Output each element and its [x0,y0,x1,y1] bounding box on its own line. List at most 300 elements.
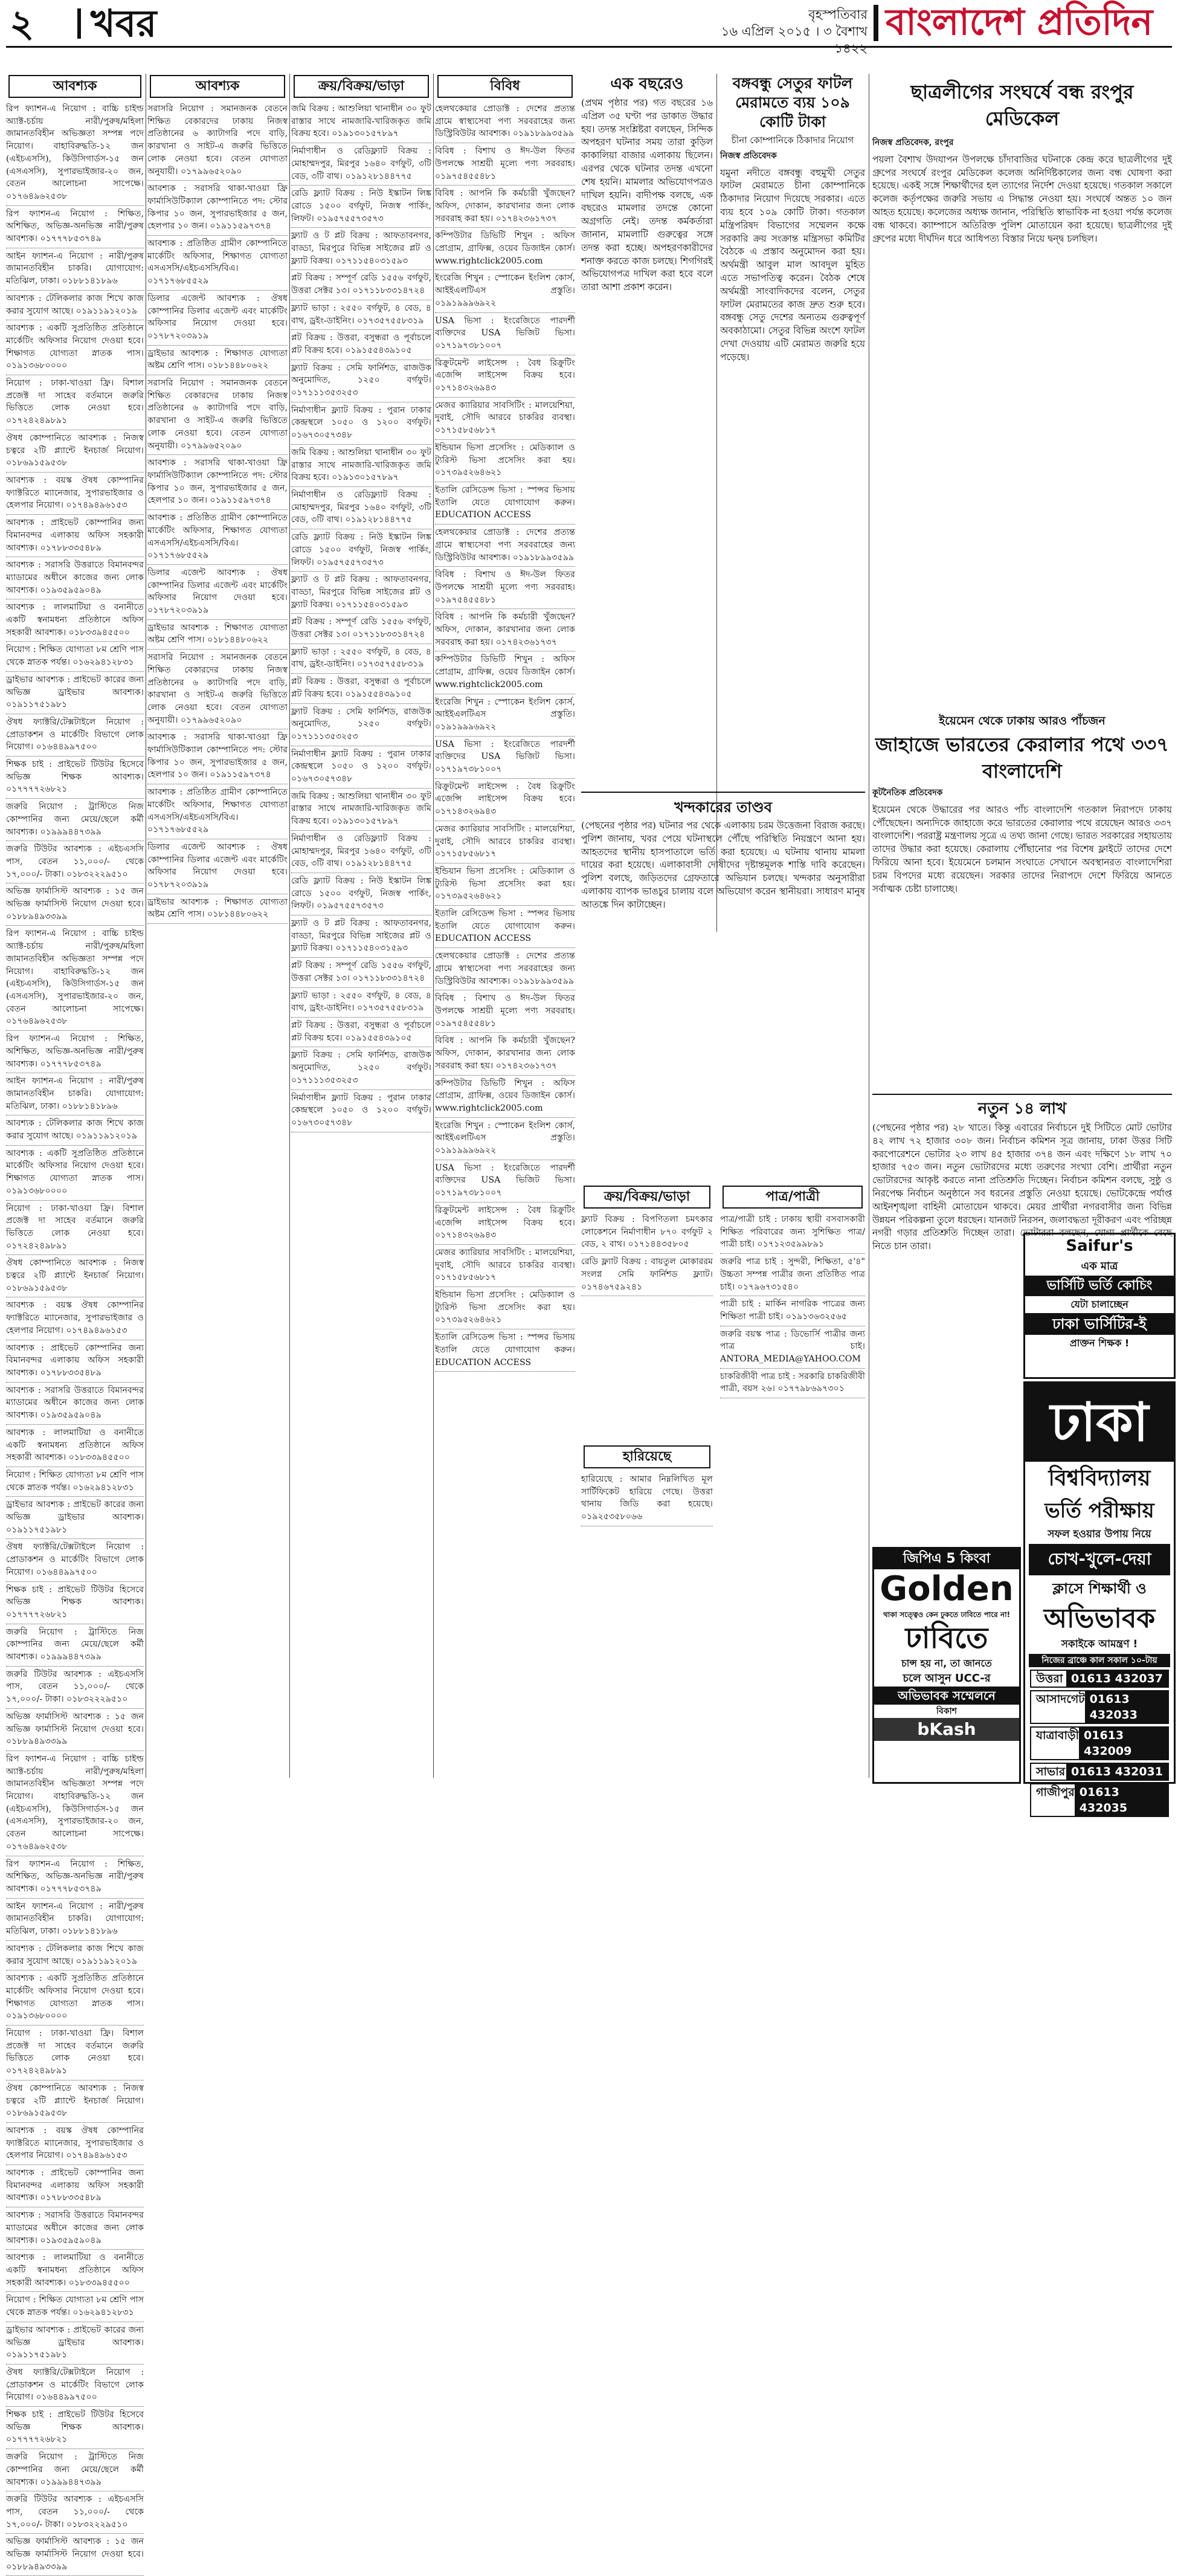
ad-line: Golden [880,1569,1014,1609]
classified-ad: ড্রাইভার আবশ্যক : প্রাইভেট কারের জন্য অভিজ্ঞ ড্রাইভার আবশ্যক। ০১৯১১৭৫১৯৮১ [6,2325,144,2360]
ad-separator [291,329,431,330]
ad-line: চান্স হয় না, তা জানতে [901,1658,992,1669]
classified-ad: আবশ্যক : বয়স্ক ঔষধ কোম্পানির ফ্যাক্টরিতে ম্যানেজার, সুপারভাইজার ও হেলপার নিয়োগ। ০১৭৪৯৪৯৬১৫৩ [6,2125,144,2161]
classified-ad: নিয়োগ : শিক্ষিত যোগ্যতা ৮ম শ্রেণি পাস থেকে স্নাতক পর্যন্ত। ০১৬২৯৪১২৮৩১ [6,1470,144,1493]
classified-ad: রিপ ফ্যাশন-এ নিয়োগ : বাচ্চি চাইল্ড অ্যাক্ট-চর্চায় নারী/পুরুষ/মহিলা জামানতবিহীন অভিজ্ঞতা সম্পন্ন পদে নিয়োগ। বাহাবিরুদ্ধতি-১২ জন (এইচএসসি), কিউসিগার্ডস-১৫ জন (এসএসসি), সুপারভাইজার-২০ জন, বেতন আলোচনা সাপেক্ষে। ০১৭৬৪৯৬২৫৩৮ [6,1754,144,1851]
classified-ad: জমি বিক্রয় : আশুলিয়া থানাধীন ৩০ ফুট রাস্তার সাথে নামজারি-খারিজকৃত জমি বিক্রয় হবে। ০১৯১৩০১৫৭৮৯৭ [291,791,431,827]
classified-ad: প্লট বিক্রয় : উত্তরা, বসুন্ধরা ও পূর্বাচলে প্লট বিক্রয় হবে। ০১৯১৫৫৪৩৯১০৫ [291,677,431,699]
ad-separator [6,2249,144,2250]
classified-ad: প্লট বিক্রয় : সম্পূর্ণ রেডি ১৫৫৬ বর্গফুট, উত্তরা সেক্টর ১৩। ০১৭১১৮৩৩১৪৭২৪ [291,617,431,640]
classified-ad: শিক্ষক চাই : প্রাইভেট টিউটর হিসেবে অভিজ্ঞ শিক্ষক আবশ্যক। ০১৭৭৭৭২৬৮২১ [6,1584,144,1619]
classified-ad: হেলথকেয়ার প্রোডাক্ট : দেশের প্রত্যন্ত গ্রামে স্বাস্থ্যসেবা পণ্য সরবরাহের জন্য ডিস্ট্রিবিউটর আবশ্যক। ০১৯১৮৯৯৩৫৯৯ [435,528,575,563]
classified-ad: আবশ্যক : বয়স্ক ঔষধ কোম্পানির ফ্যাক্টরিতে ম্যানেজার, সুপারভাইজার ও হেলপার নিয়োগ। ০১৭৪৯৪৯৬১৫৩ [6,475,144,511]
article-byline: নিজস্ব প্রতিবেদক, রংপুর [872,138,954,147]
ad-separator [291,788,431,789]
masthead-divider [77,8,81,39]
ad-title: ঢাকা [1025,1383,1174,1462]
classified-section-title: ক্রয়/বিক্রয়/ভাড়া [294,75,429,98]
classified-ad: ইন্ডিয়ান ভিসা প্রসেসিং : মেডিক্যাল ও ট্যুরিস্ট ভিসা প্রসেসিং করা হয়। ০১৭৩৯৫২৬৪৬২১ [435,1290,575,1325]
ad-separator [6,2025,144,2026]
classified-ad: জরুরি টিউটর আবশ্যক : এইচএসসি পাস, বেতন ১১,০০০/- থেকে ১৭,০০০/- টাকা। ০১৮৩২২২৯৫১০ [6,844,144,879]
classified-ad: অভিজ্ঞ ফার্মাসিস্ট আবশ্যক : ১৫ জন অভিজ্ঞ ফার্মাসিস্ট নিয়োগ দেওয়া হবে। ০১৮৮৯৪৯৩৩৯৯ [6,886,144,922]
classified-ad: ড্রাইভার আবশ্যক : প্রাইভেট কারের জন্য অভিজ্ঞ ড্রাইভার আবশ্যক। ০১৯১১৭৫১৯৮১ [6,1500,144,1535]
ad-separator [720,1253,865,1254]
ad-line: প্রাক্তন শিক্ষক ! [1069,1337,1130,1349]
classified-ad: আবশ্যক : প্রতিষ্ঠিত গ্রামীণ কোম্পানিতে মার্কেটিং অফিসার, শিক্ষাগত যোগ্যতা এসএসসি/এইচএসসি/বিএ। ০১৭১৭৬৮৫৫২৯ [147,513,288,561]
classified-column [435,74,575,1778]
article-body: (পেছনের পৃষ্ঠার পর) ২৮ খাতে। কিন্তু এবারের নির্বাচনে দুই সিটিতে মোট ভোটার ৪২ লাখ ৭২ হাজার ৩০৮ জন। নির্বাচন কমিশন সূত্র জানায়, ঢাকা উত্তর সিটি করপোরেশনে ভোটার ২৩ লাখ ৪৫ হাজার ৩৭৪ জন এবং দক্ষিণে ১৮ লাখ ৭০ হাজার ৭৫৩ জন। নতুন ভোটারদের মধ্যে তরুণের সংখ্যা বেশি। প্রার্থীরা নতুন ভোটারদের আকৃষ্ট করতে নানা প্রতিশ্রুতি দিচ্ছেন। নির্বাচন কমিশন বলছে, সুষ্ঠু ও নিরপেক্ষ নির্বাচন অনুষ্ঠানে সব ধরনের প্রস্তুতি নেওয়া হয়েছে। ভোটকেন্দ্রে পর্যাপ্ত আইনশৃঙ্খলা বাহিনী মোতায়েন থাকবে। মেয়র প্রার্থীরা নগরবাসীর জন্য বিভিন্ন উন্নয়ন পরিকল্পনা তুলে ধরছেন। যানজট নিরসন, জলাবদ্ধতা দূরীকরণ এবং পরিচ্ছন্ন নগরী গড়ার প্রতিশ্রুতি দিচ্ছেন তারা। ভোটাররা বলছেন, যোগ্য প্রার্থীকে বেছে নিতে চান তারা। [872,1122,1172,1252]
classified-ad: রিপ ফ্যাশন-এ নিয়োগ : শিক্ষিত, অশিক্ষিত, অভিজ্ঞ-অনভিজ্ঞ নারী/পুরুষ আবশ্যক। ০১৭৭৭৮৫৩৭৪৯ [6,1034,144,1069]
classified-ad: আবশ্যক : লালমাটিয়া ও বনানীতে একটি স্বনামধন্য প্রতিষ্ঠানে অফিস সহকারী আবশ্যক। ০১৮৩৩৯৪৫৫০০ [6,602,144,638]
ad-saifurs [1023,1233,1176,1379]
classified-ad: আবশ্যক : সরাসরি উত্তরাতে বিমানবন্দর ম্যাডামের অধীনে কাজের জন্য লোক আবশ্যক। ০১৯৩৫৯৫৯০৪৯ [6,2210,144,2245]
ad-separator [6,290,144,291]
ad-separator [435,1075,575,1076]
classified-ad: প্লট বিক্রয় : সম্পূর্ণ রেডি ১৫৫৬ বর্গফুট, উত্তরা সেক্টর ১৩। ০১৭১১৮৩৩১৪৭২৪ [291,273,431,296]
classified-ad: আবশ্যক : সরাসরি থাকা-খাওয়া ফ্রি ফার্মাসিউটিক্যাল কোম্পানিতে পদ: স্টোর কিপার ১০ জন, সুপারভাইজার ৫ জন, হেলপার ১০ জন। ০১৯১১৫৯৭৩৭৪ [147,184,288,231]
ad-separator [6,1581,144,1582]
classified-ad: আবশ্যক : একটি সুপ্রতিষ্ঠিত প্রতিষ্ঠানে মার্কেটিং অফিসার নিয়োগ দেওয়া হবে। শিক্ষাগত যোগ্যতা স্নাতক পাস। ০১৯১৩৬৮০০০০ [6,1148,144,1196]
article-byline: কূটনৈতিক প্রতিবেদক [872,788,943,798]
classified-ad: আইন ফ্যাশন-এ নিয়োগ : নারী/পুরুষ জামানতবিহীন চাকরি। যোগাযোগ: মতিঝিল, ঢাকা। ০১৮৮১৪১৮৯৬ [6,1076,144,1111]
column-divider [433,74,434,1778]
classified-ad: আবশ্যক : প্রাইভেট কোম্পানির জন্য বিমানবন্দর এলাকায় অফিস সহকারী আবশ্যক। ০১৭৮৮৩৩৫৪৮৯ [6,518,144,553]
classified-ad: কম্পিউটার ডিভিটি শিখুন : অফিস প্রোগ্রাম, গ্রাফিক্স, ওয়েব ডিজাইন কোর্স। www.rightclick2005.com [435,231,575,266]
ad-line: ভার্সিটি ভর্তি কোচিং [1025,1276,1174,1296]
classified-ad: হেলথকেয়ার প্রোডাক্ট : দেশের প্রত্যন্ত গ্রামে স্বাস্থ্যসেবা পণ্য সরবরাহের জন্য ডিস্ট্রিবিউটর আবশ্যক। ০১৯১৮৯৯৩৫৯৯ [435,951,575,986]
classified-ad: অভিজ্ঞ ফার্মাসিস্ট আবশ্যক : ১৫ জন অভিজ্ঞ ফার্মাসিস্ট নিয়োগ দেওয়া হবে। ০১৮৮৯৪৯৩৩৯৯ [6,2537,144,2572]
ad-line: জিপিএ 5 কিংবা [874,1549,1019,1569]
ad-separator [435,863,575,864]
ad-line: ঢাকা ভার্সিটির-ই [1025,1313,1174,1335]
ad-separator [147,509,288,510]
branch-row [1030,1783,1169,1817]
classified-ad: রিপ ফ্যাশন-এ নিয়োগ : শিক্ষিত, অশিক্ষিত, অভিজ্ঞ-অনভিজ্ঞ নারী/পুরুষ আবশ্যক। ০১৭৭৭৮৫৩৭৪৯ [6,1859,144,1894]
ad-separator [6,1200,144,1201]
classified-ad: ইংরেজি শিখুন : স্পোকেন ইংলিশ কোর্স, আইইএলটিএস প্রস্তুতি। ০১৯১৯৯৯৬৯২২ [435,273,575,308]
saifurs-logo: Saifur's [1066,1237,1133,1255]
classified-ad: নিয়োগ : ঢাকা-খাওয়া ফ্রি। বিশাল প্রজেক্ট দা সাহেব বর্তমানে জরুরি ভিত্তিতে লোক নেওয়া হবে। ০১৭২৪২৪৯৮৯১ [6,1203,144,1251]
ad-separator [291,613,431,614]
classified-column [6,74,144,2572]
ad-separator [291,185,431,186]
ad-line: নিজের ব্রাঞ্চে কাল সকাল ১০-টায় [1029,1654,1170,1667]
classified-ad: ঔষধ ফ্যাক্টরি/টেক্সটাইলে নিয়োগ : প্রোডাকশন ও মার্কেটিং বিভাগে লোক নিয়োগ। ০১৬৪৪৯৯৭৫০০ [6,1542,144,1577]
masthead [6,1,1172,56]
ad-separator [435,566,575,567]
classified-section-title: আবশ্যক [150,75,285,98]
classified-ad: কম্পিউটার ডিভিটি শিখুন : অফিস প্রোগ্রাম, গ্রাফিক্স, ওয়েব ডিজাইন কোর্স। www.rightclick2005.com [435,1078,575,1113]
classified-section-title: বিবিধ [437,75,573,98]
article-body: যমুনা নদীতে বঙ্গবন্ধু বহুমুখী সেতুর ফাটল মেরামতে চীনা কোম্পানিকে ঠিকাদার নিয়োগ দিয়েছে সরকার। এতে ব্যয় হবে ১০৯ কোটি টাকা। গতকাল মন্ত্রিপরিষদ বিভাগের সম্মেলন কক্ষে সরকারি ক্রয় সংক্রান্ত মন্ত্রিসভা কমিটির বৈঠকে এ প্রস্তাব অনুমোদন করা হয়। অর্থমন্ত্রী আবুল মাল আবদুল মুহিত এতে সভাপতিত্ব করেন। বৈঠক শেষে অর্থমন্ত্রী সাংবাদিকদের বলেন, সেতুর ফাটল মেরামতের কাজ দ্রুত শুরু হবে। বঙ্গবন্ধু সেতু দেশের অন্যতম গুরুত্বপূর্ণ অবকাঠামো। সেতুর বিভিন্ন অংশে ফাটল দেখা দেওয়ায় এটি মেরামত জরুরি হয়ে পড়েছে। [720,167,865,363]
article-body: ইয়েমেন থেকে উদ্ধারের পর আরও পাঁচ বাংলাদেশি গতকাল নিরাপদে ঢাকায় পৌঁছেছেন। অন্যদিকে জাহাজে করে ভারতের কেরালার পথে রয়েছেন আরও ৩৩৭ বাংলাদেশি। পররাষ্ট্র মন্ত্রণালয় সূত্রে এ তথ্য জানা গেছে। ভারত সরকারের সহায়তায় তাদের উদ্ধার করা হয়েছে। কেরালায় পৌঁছানোর পর বিশেষ ফ্লাইটে তাদের দেশে ফিরিয়ে আনা হবে। ইয়েমেনে চলমান সংঘাতে সেখানে অবস্থানরত বাংলাদেশিরা চরম বিপদের মধ্যে রয়েছেন। সরকার তাদের নিরাপদে দেশে ফিরিয়ে আনতে সর্বাত্মক চেষ্টা চালাচ্ছে। [872,804,1172,894]
classified-ad: ড্রাইভার আবশ্যক : প্রাইভেট কারের জন্য অভিজ্ঞ ড্রাইভার আবশ্যক। ০১৯১১৭৫১৯৮১ [6,674,144,710]
ad-separator [435,524,575,525]
classified-ad: রেডি ফ্ল্যাট বিক্রয় : নিউ ইস্কাটন লিঙ্ক রোডে ১৫০০ বর্গফুট, নিজস্ব পার্কিং, লিফট। ০১৯৫৭৫৫৭৩৫৭৩ [291,876,431,911]
classified-ad: ফ্ল্যাট বিক্রয় : সেমি ফার্নিশড, রাজউক অনুমোদিত, ১২৫০ বর্গফুট। ০১৭১১১৩৫৩২৫৩ [291,1050,431,1085]
ad-line: ভর্তি পরীক্ষায় [1044,1499,1154,1523]
classified-ad: সরাসরি নিয়োগ : সমানজনক বেতনে শিক্ষিত বেকারদের ঢাকায় নিজস্ব প্রতিষ্ঠানের ৬ ক্যাটাগরি পদে বাড়ি, কারখানা ও সাইট-এ জরুরি ভিত্তিতে লোক নেওয়া হবে। বেতন যোগ্যতা অনুযায়ী। ০১৭৯৯৬৫২০৯০ [147,653,288,725]
ad-separator [435,1371,575,1372]
classified-ad: ইতালি রেসিডেন্স ভিসা : স্পন্সর ভিসায় ইতালি যেতে যোগাযোগ করুন। EDUCATION ACCESS [435,485,575,520]
branch-row [1030,1726,1169,1760]
classified-ad: আইন ফ্যাশন-এ নিয়োগ : নারী/পুরুষ জামানতবিহীন চাকরি। যোগাযোগ: মতিঝিল, ঢাকা। ০১৮৮১৪১৮৯৬ [6,251,144,286]
classified-ad: ঔষধ ফ্যাক্টরি/টেক্সটাইলে নিয়োগ : প্রোডাকশন ও মার্কেটিং বিভাগে লোক নিয়োগ। ০১৬৪৪৯৯৭৫০০ [6,717,144,752]
ad-line: সফল হওয়ার উপায় নিয়ে [1048,1528,1151,1540]
classified-ad: জরুরি টিউটর আবশ্যক : এইচএসসি পাস, বেতন ১১,০০০/- থেকে ১৭,০০০/- টাকা। ০১৮৩২২২৯৫১০ [6,1669,144,1705]
classified-ad: জরুরি বয়স্ক পাত্র : ডিভোর্সি পাত্রীর জন্য পাত্র চাই। ANTORA_MEDIA@YAHOO.COM [720,1329,865,1364]
article-headline: এক বছরেও [610,75,684,93]
ad-separator [291,227,431,228]
classified-ad: চাকরিজীবী পাত্র চাই : সরকারি চাকরিজীবী পাত্রী, বয়স ২৬। ০১৭৭৯৮৬৯৭৩০১ [720,1371,865,1394]
classified-column [147,74,288,1778]
branch-phone: 01613 432031 [1066,1764,1168,1780]
article-body: পয়লা বৈশাখ উদযাপন উপলক্ষে চাঁদাবাজির ঘটনাকে কেন্দ্র করে ছাত্রলীগের দুই গ্রুপের সংঘর্ষে রংপুর মেডিকেল কলেজ অনির্দিষ্টকালের জন্য বন্ধ ঘোষণা করা হয়েছে। একই সঙ্গে শিক্ষার্থীদের হল ত্যাগের নির্দেশ দেওয়া হয়েছে। গতকাল সকালে কলেজ কর্তৃপক্ষের জরুরি সভায় এ সিদ্ধান্ত নেওয়া হয়। সংঘর্ষে অন্তত ১০ জন আহত হয়েছে। কলেজের অধ্যক্ষ জানান, পরিস্থিতি স্বাভাবিক না হওয়া পর্যন্ত কলেজ বন্ধ থাকবে। ক্যাম্পাসে অতিরিক্ত পুলিশ মোতায়েন করা হয়েছে। ছাত্রলীগের দুই গ্রুপের মধ্যে দীর্ঘদিন ধরে আধিপত্য বিস্তার নিয়ে দ্বন্দ্ব চলছিল। [872,153,1172,244]
ad-separator [6,1254,144,1255]
ad-separator [6,641,144,642]
classified-ad: ইংরেজি শিখুন : স্পোকেন ইংলিশ কোর্স, আইইএলটিএস প্রস্তুতি। ০১৯১৯৯৯৬৯২২ [435,1120,575,1156]
classified-ad: রেডি ফ্ল্যাট বিক্রয় : বায়তুল মোকাররম সংলগ্ন সেমি ফার্নিশড ফ্ল্যাট। ০১৭৪৬৭৫৯২৪১ [581,1257,713,1292]
classified-ad: পাত্র/পাত্রী চাই : ঢাকায় স্থায়ী বসবাসকারী শিক্ষিত পরিবারের জন্য সুশিক্ষিত পাত্র/পাত্রী চাই। ০১৭১২৩৫৯৯৮৯১ [720,1215,865,1250]
ad-separator [435,736,575,737]
ad-separator [147,345,288,346]
classified-ad: বিবিধ : আপনি কি কর্মচারী খুঁজছেন? অফিস, দোকান, কারখানার জন্য লোক সরবরাহ করা হয়। ০১৭৪২৩৬১৭৩৭ [435,1036,575,1071]
ad-separator [435,1032,575,1033]
ad-separator [435,947,575,948]
classified-ad: ফ্ল্যাট ভাড়া : ২৫৫০ বর্গফুট, ৪ বেড, ৪ বাথ, ড্রইং-ডাইনিং। ০১৭৩৫৭৫৫৮৩১৯ [291,990,431,1013]
classified-ad: শিক্ষক চাই : প্রাইভেট টিউটর হিসেবে অভিজ্ঞ শিক্ষক আবশ্যক। ০১৭৭৭৭২৬৮২১ [6,2410,144,2445]
classified-ad: হারিয়েছে : আমার নিম্নলিখিত মূল সার্টিফিকেট হারিয়ে গেছে। উত্তরা থানায় জিডি করা হয়েছে। ০১৯২৫৩৫৮০৬৬ [581,1474,713,1522]
article-bridge [720,74,865,859]
classified-ad: আবশ্যক : প্রতিষ্ঠিত গ্রামীণ কোম্পানিতে মার্কেটিং অফিসার, শিক্ষাগত যোগ্যতা এসএসসি/এইচএসসি/বিএ। ০১৭১৭৬৮৫৫২৯ [147,239,288,286]
ad-separator [6,1145,144,1146]
classified-ad: USA ভিসা : ইংরেজিতে পারদর্শী ব্যক্তিদের USA ভিজিট ভিসা। ০১৭১৯৭৩৮১০০৭ [435,1163,575,1198]
ad-line: বিশ্ববিদ্যালয় [1048,1466,1151,1491]
classified-ad: ফ্ল্যাট ভাড়া : ২৫৫০ বর্গফুট, ৪ বেড, ৪ বাথ, ড্রইং-ডাইনিং। ০১৭৩৫৭৫৫৮৩১৯ [291,647,431,670]
ad-dhaka-university [1023,1381,1176,1815]
classified-ad: শিক্ষক চাই : প্রাইভেট টিউটর হিসেবে অভিজ্ঞ শিক্ষক আবশ্যক। ০১৭৭৭৭২৬৮২১ [6,760,144,795]
classified-ad: রিপ ফ্যাশন-এ নিয়োগ : বাচ্চি চাইল্ড অ্যাক্ট-চর্চায় নারী/পুরুষ/মহিলা জামানতবিহীন অভিজ্ঞতা সম্পন্ন পদে নিয়োগ। বাহাবিরুদ্ধতি-১২ জন (এইচএসসি), কিউসিগার্ডস-১৫ জন (এসএসসি), সুপারভাইজার-২০ জন, বেতন আলোচনা সাপেক্ষে। ০১৭৬৪৯৬২৫৩৮ [6,104,144,201]
bkash-logo: bKash [874,1718,1019,1741]
classified-section-title: হারিয়েছে [584,1445,710,1468]
classified-ad: অভিজ্ঞ ফার্মাসিস্ট আবশ্যক : ১৫ জন অভিজ্ঞ ফার্মাসিস্ট নিয়োগ দেওয়া হবে। ০১৮৮৯৪৯৩৩৯৯ [6,1711,144,1747]
ad-separator [6,1538,144,1539]
classified-ad: আবশ্যক : সরাসরি থাকা-খাওয়া ফ্রি ফার্মাসিউটিক্যাল কোম্পানিতে পদ: স্টোর কিপার ১০ জন, সুপারভাইজার ৫ জন, হেলপার ১০ জন। ০১৯১১৫৯৭৩৭৪ [147,458,288,506]
ad-separator [6,205,144,206]
ad-separator [6,1382,144,1383]
ad-separator [435,1117,575,1118]
article-rangpur-medical [872,74,1172,708]
rule [872,1094,1172,1095]
article-headline: নতুন ১৪ লাখ [977,1100,1067,1118]
classified-section-title: পাত্র/পাত্রী [723,1186,863,1209]
branch-list [1025,1670,1174,1817]
ad-separator [291,957,431,958]
ad-line: সকাইকে আমন্ত্রণ ! [1061,1638,1138,1650]
issue-date [686,6,867,57]
classified-ad: রিক্রুটমেন্ট লাইসেন্স : বৈধ রিক্রুটিং এজেন্সি লাইসেন্স বিক্রয় হবে। ০১৭১৪৩২৬৯৪৩ [435,358,575,393]
classified-ad: ফ্ল্যাট বিক্রয় : সেমি ফার্নিশড, রাজউক অনুমোদিত, ১২৫০ বর্গফুট। ০১৭১১১৩৫৩২৫৩ [291,706,431,741]
classified-ad: আবশ্যক : সরাসরি উত্তরাতে বিমানবন্দর ম্যাডামের অধীনে কাজের জন্য লোক আবশ্যক। ০১৯৩৫৯৫৯০৪৯ [6,1385,144,1421]
ad-separator [6,2533,144,2534]
classified-ad: নিয়োগ : শিক্ষিত যোগ্যতা ৮ম শ্রেণি পাস থেকে স্নাতক পর্যন্ত। ০১৬২৯৪১২৮৩১ [6,2295,144,2318]
classified-ad: নির্মাণাধীন ফ্ল্যাট বিক্রয় : পুরান ঢাকার কেন্দ্রস্থলে ১০৫০ ও ১২০০ বর্গফুট। ০১৬৭৩০৫৭৩৪৮ [291,405,431,441]
article-headline: খন্দকারের তাণ্ডব [674,799,772,816]
classified-ad: আবশ্যক : সরাসরি থাকা-খাওয়া ফ্রি ফার্মাসিউটিক্যাল কোম্পানিতে পদ: স্টোর কিপার ১০ জন, সুপারভাইজার ৫ জন, হেলপার ১০ জন। ০১৯১১৫৯৭৩৭৪ [147,732,288,780]
ad-separator [291,987,431,988]
classified-ad: আবশ্যক : প্রাইভেট কোম্পানির জন্য বিমানবন্দর এলাকায় অফিস সহকারী আবশ্যক। ০১৭৮৮৩৩৫৪৮৯ [6,1343,144,1378]
branch-name: গাজীপুর [1036,1786,1075,1799]
classified-ad: ঔষধ কোম্পানিতে আবশ্যক : নিজস্ব চত্বরে ২টি প্ল্যান্টে ইনচার্জ নিয়োগ। ০১৮৬৯১৫৯৫৩৮ [6,433,144,468]
classified-ad: ইংরেজি শিখুন : স্পোকেন ইংলিশ কোর্স, আইইএলটিএস প্রস্তুতি। ০১৯১৯৯৯৬৯২২ [435,697,575,732]
ad-separator [291,673,431,674]
ad-line: ক্লাসে শিক্ষার্থী ও [1052,1580,1147,1597]
ad-separator [435,439,575,440]
ad-separator [291,1089,431,1090]
classified-ad: আবশ্যক : লালমাটিয়া ও বনানীতে একটি স্বনামধন্য প্রতিষ্ঠানে অফিস সহকারী আবশ্যক। ০১৮৩৩৯৪৫৫০০ [6,1427,144,1463]
ad-separator [6,514,144,515]
classified-ad: রিপ ফ্যাশন-এ নিয়োগ : বাচ্চি চাইল্ড অ্যাক্ট-চর্চায় নারী/পুরুষ/মহিলা জামানতবিহীন অভিজ্ঞতা সম্পন্ন পদে নিয়োগ। বাহাবিরুদ্ধতি-১২ জন (এইচএসসি), কিউসিগার্ডস-১৫ জন (এসএসসি), সুপারভাইজার-২০ জন, বেতন আলোচনা সাপেক্ষে। ০১৭৬৪৯৬২৫৩৮ [6,929,144,1027]
classified-ad: ফ্ল্যাট ও ট প্লট বিক্রয় : আফতাবনগর, বাড্ডা, মিরপুরে বিভিন্ন সাইজের প্লট ও ফ্ল্যাট বিক্রয়। ০১৭১১৫৪০৩১৫৯৩ [291,231,431,266]
classified-ad: সরাসরি নিয়োগ : সমানজনক বেতনে শিক্ষিত বেকারদের ঢাকায় নিজস্ব প্রতিষ্ঠানের ৬ ক্যাটাগরি পদে বাড়ি, কারখানা ও সাইট-এ জরুরি ভিত্তিতে লোক নেওয়া হবে। বেতন যোগ্যতা অনুযায়ী। ০১৭৯৯৬৫২০৯০ [147,104,288,176]
article-body: (পেছনের পৃষ্ঠার পর) ঘটনার পর থেকে এলাকায় চরম উত্তেজনা বিরাজ করছে। পুলিশ জানায়, খবর পেয়ে ঘটনাস্থলে পৌঁছে পরিস্থিতি নিয়ন্ত্রণে আনা হয়। আহতদের স্থানীয় হাসপাতালে ভর্তি করা হয়েছে। এ ঘটনায় থানায় মামলা দায়ের করা হয়েছে। এলাকাবাসী দোষীদের দৃষ্টান্তমূলক শাস্তি দাবি করেছেন। পুলিশ বলছে, জড়িতদের গ্রেফতারে অভিযান চলছে। খন্দকার অনুসারীরা এলাকায় ব্যাপক ভাঙচুর চালায় বলে অভিযোগ করেন স্থানীয়রা। সাধারণ মানুষ আতঙ্কে দিন কাটাচ্ছেন। [581,820,865,910]
classified-ad: USA ভিসা : ইংরেজিতে পারদর্শী ব্যক্তিদের USA ভিজিট ভিসা। ০১৭১৯৭৩৮১০০৭ [435,315,575,350]
classified-ad: বিবিধ : বিশাখ ও ঈদ-উল ফিতর উপলক্ষে সাশ্রয়ী মূল্যে পণ্য সরবরাহ। ০১৯৭৫৪৫৫৪৮১ [435,146,575,181]
ad-separator [6,1666,144,1667]
ad-separator [147,619,288,620]
ad-separator [291,444,431,445]
ad-separator [147,564,288,565]
ad-line: যেটা চালাচ্ছেন [1070,1299,1128,1310]
classified-ad: নিয়োগ : শিক্ষিত যোগ্যতা ৮ম শ্রেণি পাস থেকে স্নাতক পর্যন্ত। ০১৬২৯৪১২৮৩১ [6,645,144,668]
classified-ad: বিবিধ : আপনি কি কর্মচারী খুঁজছেন? অফিস, দোকান, কারখানার জন্য লোক সরবরাহ করা হয়। ০১৭৪২৩৬১৭৩৭ [435,189,575,224]
column-divider [289,74,290,1778]
classified-ad: ঔষধ কোম্পানিতে আবশ্যক : নিজস্ব চত্বরে ২টি প্ল্যান্টে ইনচার্জ নিয়োগ। ০১৮৬৯১৫৯৫৩৮ [6,2083,144,2119]
classified-section-title: আবশ্যক [8,75,141,98]
classified-ad: জমি বিক্রয় : আশুলিয়া থানাধীন ৩০ ফুট রাস্তার সাথে নামজারি-খারিজকৃত জমি বিক্রয় হবে। ০১৯১৩০১৫৭৮৯৭ [291,447,431,483]
branch-phone: 01613 432009 [1079,1728,1168,1759]
classified-ad: ইন্ডিয়ান ভিসা প্রসেসিং : মেডিক্যাল ও ট্যুরিস্ট ভিসা প্রসেসিং করা হয়। ০১৭৩৯৫২৬৪৬২১ [435,442,575,478]
ad-separator [435,1286,575,1287]
branch-phone: 01613 432035 [1075,1784,1168,1816]
classified-ad: আবশ্যক : টেলিকলার কাজ শিখে কাজ করার সুযোগ আছে। ০১৯১১৯১২০১৯ [6,1943,144,1966]
classified-ad: ঔষধ কোম্পানিতে আবশ্যক : নিজস্ব চত্বরে ২টি প্ল্যান্টে ইনচার্জ নিয়োগ। ০১৮৬৯১৫৯৫৩৮ [6,1258,144,1293]
ad-separator [581,1253,713,1254]
ad-separator [147,454,288,455]
classified-ad: জরুরি নিয়োগ : ট্রাস্টিতে নিজ কোম্পানির জন্য মেয়ে/ছেলে কর্মী আবশ্যক। ০১৯৯৯৪৪৭৩৯৯ [6,2452,144,2487]
classified-column [581,1184,713,1438]
issue-day: বৃহস্পতিবার [808,7,867,22]
classified-ad: হেলথকেয়ার প্রোডাক্ট : দেশের প্রত্যন্ত গ্রামে স্বাস্থ্যসেবা পণ্য সরবরাহের জন্য ডিস্ট্রিবিউটর আবশ্যক। ০১৯১৮৯৯৩৫৯৯ [435,104,575,139]
classified-ad: প্লট বিক্রয় : উত্তরা, বসুন্ধরা ও পূর্বাচলে প্লট বিক্রয় হবে। ০১৯১৫৫৪৩৯১০৫ [291,1021,431,1043]
ad-separator [435,397,575,398]
ad-line: থাকা সত্ত্বেও কেন ঢুকতে ঢাবিতে পারে না! [883,1610,1011,1619]
classified-ad: পাত্রী চাই : মার্কিন নাগরিক পাত্রের জন্য শিক্ষিতা পাত্রী চাই। ০১৯১৩৬৩২৫৬৫ [720,1299,865,1322]
ad-separator [291,830,431,831]
issue-date-text: ১৬ এপ্রিল ২০১৫ । ৩ বৈশাখ ১৪২২ [721,24,867,56]
branch-phone: 01613 432037 [1066,1671,1168,1687]
classified-column [581,1444,713,1777]
branch-row [1030,1670,1169,1688]
ad-separator [6,472,144,473]
article-kicker: ইয়েমেন থেকে ঢাকায় আরও পাঁচজন [939,714,1106,728]
classified-ad: আবশ্যক : প্রতিষ্ঠিত গ্রামীণ কোম্পানিতে মার্কেটিং অফিসার, শিক্ষাগত যোগ্যতা এসএসসি/এইচএসসি/বিএ। ০১৭১৭৬৮৫৫২৯ [147,787,288,835]
classified-ad: জমি বিক্রয় : আশুলিয়া থানাধীন ৩০ ফুট রাস্তার সাথে নামজারি-খারিজকৃত জমি বিক্রয় হবে। ০১৯১৩০১৫৭৮৯৭ [291,104,431,139]
classified-ad: জরুরি নিয়োগ : ট্রাস্টিতে নিজ কোম্পানির জন্য মেয়ে/ছেলে কর্মী আবশ্যক। ০১৯৯৯৪৪৭৩৯৯ [6,802,144,837]
ad-separator [6,2364,144,2365]
ad-line: এক মাত্র [1081,1260,1118,1273]
branch-name: উত্তরা [1036,1672,1063,1685]
classified-ad: নিয়োগ : ঢাকা-খাওয়া ফ্রি। বিশাল প্রজেক্ট দা সাহেব বর্তমানে জরুরি ভিত্তিতে লোক নেওয়া হবে। ০১৭২৪২৪৯৮৯১ [6,2029,144,2076]
ad-line: বিকাশ [936,1706,957,1716]
ad-ucc-golden [872,1547,1021,1784]
ad-separator [147,923,288,924]
ad-separator [6,1970,144,1971]
ad-separator [6,2448,144,2449]
classified-ad: জরুরি টিউটর আবশ্যক : এইচএসসি পাস, বেতন ১১,০০০/- থেকে ১৭,০০০/- টাকা। ০১৮৩২২২৯৫১০ [6,2494,144,2529]
ad-separator [147,290,288,291]
classified-column [291,74,431,1778]
ad-separator [6,1424,144,1425]
classified-ad: আবশ্যক : একটি সুপ্রতিষ্ঠিত প্রতিষ্ঠানে মার্কেটিং অফিসার নিয়োগ দেওয়া হবে। শিক্ষাগত যোগ্যতা স্নাতক পাস। ০১৯১৩৬৮০০০০ [6,323,144,371]
ad-separator [435,905,575,906]
classified-ad: রিক্রুটমেন্ট লাইসেন্স : বৈধ রিক্রুটিং এজেন্সি লাইসেন্স বিক্রয় হবে। ০১৭১৪৩২৬৯৪৩ [435,781,575,817]
ad-separator [720,1368,865,1369]
classified-ad: প্লট বিক্রয় : উত্তরা, বসুন্ধরা ও পূর্বাচলে প্লট বিক্রয় হবে। ০১৯১৫৫৪৩৯১০৫ [291,333,431,355]
ad-separator [6,671,144,672]
ad-separator [435,608,575,609]
ad-line: ঢাবিতে [905,1621,988,1655]
section-name: খবর [91,1,157,45]
classified-ad: জরুরি পাত্র চাই : সুন্দরী, শিক্ষিতা, ৫'৪" উচ্চতা সম্পন্ন পাত্রীর জন্য প্রতিষ্ঠিত পাত্র চাই। ০১৭৯৬৭৩১৫৪০ [720,1257,865,1292]
classified-ad: মেজর ক্যারিয়ার সাবসিটিং : মালয়েশিয়া, দুবাই, সৌদি আরবে চাকরির ব্যবস্থা। ০১৭১৫৮৫৬৮১৭ [435,400,575,436]
classified-ad: রেডি ফ্ল্যাট বিক্রয় : নিউ ইস্কাটন লিঙ্ক রোডে ১৫০০ বর্গফুট, নিজস্ব পার্কিং, লিফট। ০১৯৫৭৫৫৭৩৫৭৩ [291,532,431,567]
classified-ad: ডিলার এজেন্ট আবশ্যক : ঔষধ কোম্পানির ডিলার এজেন্ট এবং মার্কেটিং অফিসার নিয়োগ দেওয়া হবে। ০১৭৮৭২০৩৯১৯ [147,842,288,890]
classified-ad: আবশ্যক : লালমাটিয়া ও বনানীতে একটি স্বনামধন্য প্রতিষ্ঠানে অফিস সহকারী আবশ্যক। ০১৮৩৩৯৪৫৫০০ [6,2253,144,2288]
classified-ad: নির্মাণাধীন ফ্ল্যাট বিক্রয় : পুরান ঢাকার কেন্দ্রস্থলে ১০৫০ ও ১২০০ বর্গফুট। ০১৬৭৩০৫৭৩৪৮ [291,1093,431,1128]
ad-separator [435,312,575,313]
branch-name: আসাদগেট [1036,1693,1085,1706]
classified-ad: ফ্ল্যাট বিক্রয় : বিপণিতলা চমৎকার লোকেশনে নির্মাণাধীন ৮৭০ বর্গফুট ২ বেড, ২ বাথ। ০১৭১৪৪৩৫৮০৫ [581,1215,713,1250]
article-deck: চীনা কোম্পানিকে ঠিকাদার নিয়োগ [731,135,854,146]
article-headline: বঙ্গবন্ধু সেতুর ফাটল মেরামতে ব্যয় ১০৯ কোটি টাকা [732,74,853,131]
article-ek-bochoreo [581,74,713,702]
classified-ad: ফ্ল্যাট ও ট প্লট বিক্রয় : আফতাবনগর, বাড্ডা, মিরপুরে বিভিন্ন সাইজের প্লট ও ফ্ল্যাট বিক্রয়। ০১৭১১৫৪০৩১৫৯৩ [291,918,431,954]
ad-separator [291,1017,431,1018]
ad-separator [147,235,288,236]
classified-ad: নির্মাণাধীন ফ্ল্যাট বিক্রয় : পুরান ঢাকার কেন্দ্রস্থলে ১০৫০ ও ১২০০ বর্গফুট। ০১৬৭৩০৫৭৩৪৮ [291,749,431,784]
classified-section-title: ক্রয়/বিক্রয়/ভাড়া [584,1186,710,1209]
ad-separator [147,180,288,181]
classified-ad: প্লট বিক্রয় : সম্পূর্ণ রেডি ১৫৫৬ বর্গফুট, উত্তরা সেক্টর ১৩। ০১৭১১৮৩৩১৪৭২৪ [291,961,431,983]
ad-separator [6,2406,144,2407]
classified-column [720,1184,865,1777]
classified-ad: আবশ্যক : বয়স্ক ঔষধ কোম্পানির ফ্যাক্টরিতে ম্যানেজার, সুপারভাইজার ও হেলপার নিয়োগ। ০১৭৪৯৪৯৬১৫৩ [6,1300,144,1335]
ad-separator [435,778,575,779]
classified-ad: মেজর ক্যারিয়ার সাবসিটিং : মালয়েশিয়া, দুবাই, সৌদি আরবে চাকরির ব্যবস্থা। ০১৭১৫৮৫৬৮১৭ [435,824,575,859]
classified-ad: ইন্ডিয়ান ভিসা প্রসেসিং : মেডিক্যাল ও ট্যুরিস্ট ভিসা প্রসেসিং করা হয়। ০১৭৩৯৫২৬৪৬২১ [435,866,575,902]
ad-line: অভিভাবক [1043,1603,1156,1634]
ad-separator [147,649,288,650]
classified-ad: USA ভিসা : ইংরেজিতে পারদর্শী ব্যক্তিদের USA ভিজিট ভিসা। ০১৭১৯৭৩৮১০০৭ [435,739,575,775]
branch-name: সাভার [1036,1765,1066,1778]
ad-separator [6,1496,144,1497]
ad-separator [6,1030,144,1031]
classified-ad: আইন ফ্যাশন-এ নিয়োগ : নারী/পুরুষ জামানতবিহীন চাকরি। যোগাযোগ: মতিঝিল, ঢাকা। ০১৮৮১৪১৮৯৬ [6,1901,144,1937]
ad-separator [435,227,575,228]
classified-ad: ইতালি রেসিডেন্স ভিসা : স্পন্সর ভিসায় ইতালি যেতে যোগাযোগ করুন। EDUCATION ACCESS [435,1332,575,1367]
classified-ad: কম্পিউটার ডিভিটি শিখুন : অফিস প্রোগ্রাম, গ্রাফিক্স, ওয়েব ডিজাইন কোর্স। www.rightclick2005.com [435,654,575,689]
classified-ad: ড্রাইভার আবশ্যক : শিক্ষাগত যোগ্যতা অষ্টম শ্রেণি পাস। ০১৮১৪৪৮০৬২২ [147,348,288,371]
classified-ad: মেজর ক্যারিয়ার সাবসিটিং : মালয়েশিয়া, দুবাই, সৌদি আরবে চাকরির ব্যবস্থা। ০১৭১৫৮৫৬৮১৭ [435,1247,575,1283]
ad-separator [291,571,431,572]
ad-separator [6,1708,144,1709]
classified-ad: জরুরি নিয়োগ : ট্রাস্টিতে নিজ কোম্পানির জন্য মেয়ে/ছেলে কর্মী আবশ্যক। ০১৯৯৯৪৪৭৩৯৯ [6,1627,144,1662]
branch-row [1030,1763,1169,1781]
article-yemen [872,713,1172,1088]
classified-ad: ডিলার এজেন্ট আবশ্যক : ঔষধ কোম্পানির ডিলার এজেন্ট এবং মার্কেটিং অফিসার নিয়োগ দেওয়া হবে। ০১৭৮৭২০৩৯১৯ [147,567,288,616]
classified-ad: বিবিধ : বিশাখ ও ঈদ-উল ফিতর উপলক্ষে সাশ্রয়ী মূল্যে পণ্য সরবরাহ। ০১৯৭৫৪৫৫৪৮১ [435,570,575,605]
ad-separator [6,2291,144,2292]
classified-ad: রিপ ফ্যাশন-এ নিয়োগ : শিক্ষিত, অশিক্ষিত, অভিজ্ঞ-অনভিজ্ঞ নারী/পুরুষ আবশ্যক। ০১৭৭৭৮৫৩৭৪৯ [6,208,144,244]
classified-ad: ড্রাইভার আবশ্যক : শিক্ষাগত যোগ্যতা অষ্টম শ্রেণি পাস। ০১৮১৪৪৮০৬২২ [147,622,288,645]
classified-ad: রেডি ফ্ল্যাট বিক্রয় : নিউ ইস্কাটন লিঙ্ক রোডে ১৫০০ বর্গফুট, নিজস্ব পার্কিং, লিফট। ০১৯৫৭৫৫৭৩৫৭৩ [291,189,431,224]
article-headline: জাহাজে ভারতের কেরালার পথে ৩৩৭ বাংলাদেশি [875,733,1169,783]
ad-separator [435,185,575,186]
classified-ad: নির্মাণাধীন ও রেডিফ্ল্যাট বিক্রয় : মোহাম্মদপুর, মিরপুর ১৬৪০ বর্গফুট, ৩টি বেড, ৩টি বাথ। ০১৯১২৮১৪৪৭৭৫ [291,489,431,525]
classified-ad: ঔষধ ফ্যাক্টরি/টেক্সটাইলে নিয়োগ : প্রোডাকশন ও মার্কেটিং বিভাগে লোক নিয়োগ। ০১৬৪৪৯৯৭৫০০ [6,2367,144,2403]
classified-ad: বিবিধ : বিশাখ ও ঈদ-উল ফিতর উপলক্ষে সাশ্রয়ী মূল্যে পণ্য সরবরাহ। ০১৯৭৫৪৫৫৪৮১ [435,993,575,1028]
branch-name: যাত্রাবাড়ী [1036,1729,1080,1742]
classified-ad: বিবিধ : আপনি কি কর্মচারী খুঁজছেন? অফিস, দোকান, কারখানার জন্য লোক সরবরাহ করা হয়। ০১৭৪২৩৬১৭৩৭ [435,612,575,647]
classified-ad: ফ্ল্যাট ও ট প্লট বিক্রয় : আফতাবনগর, বাড্ডা, মিরপুরে বিভিন্ন সাইজের প্লট ও ফ্ল্যাট বিক্রয়। ০১৭১১৫৪০৩১৫৯৩ [291,575,431,610]
classified-ad: আবশ্যক : সরাসরি উত্তরাতে বিমানবন্দর ম্যাডামের অধীনে কাজের জন্য লোক আবশ্যক। ০১৯৩৫৯৫৯০৪৯ [6,560,144,595]
classified-ad: রিক্রুটমেন্ট লাইসেন্স : বৈধ রিক্রুটিং এজেন্সি লাইসেন্স বিক্রয় হবে। ০১৭১৪৩২৬৯৪৩ [435,1205,575,1241]
classified-ad: ডিলার এজেন্ট আবশ্যক : ঔষধ কোম্পানির ডিলার এজেন্ট এবং মার্কেটিং অফিসার নিয়োগ দেওয়া হবে। ০১৭৮৭২০৩৯১৯ [147,293,288,341]
classified-ad: আবশ্যক : টেলিকলার কাজ শিখে কাজ করার সুযোগ আছে। ০১৯১১৯১২০১৯ [6,1119,144,1141]
article-body: (প্রথম পৃষ্ঠার পর) গত বছরের ১৬ এপ্রিল ৩৫ ঘণ্টা পর ডাকাত উদ্ধার হয়। তদন্ত সংশ্লিষ্টরা বলছেন, সিন্দিক অপহরণ ঘটনার সময় তারা কুড়িল কাকালিয়া বাজার এলাকায় ছিলেন। এরপর থেকে ঘটনার তদন্ত এখনো শেষ হয়নি। মামলার অভিযোগপত্রও দাখিল হয়নি। বাদীপক্ষ বলছে, এক বছরেও মামলার তদন্তে কোনো অগ্রগতি নেই। তদন্ত কর্মকর্তারা জানান, মামলাটি গুরুত্বের সঙ্গে তদন্ত করা হচ্ছে। অপহরণকারীদের শনাক্ত করতে কাজ চলছে। শিগগিরই অভিযোগপত্র দাখিল করা হবে বলে তারা আশা প্রকাশ করেন। [581,97,713,293]
newspaper-name: বাংলাদেশ প্রতিদিন [886,1,1153,44]
branch-phone: 01613 432033 [1085,1691,1168,1723]
rule [581,792,865,793]
ad-separator [6,1940,144,1941]
ad-separator [6,798,144,799]
classified-ad: ইতালি রেসিডেন্স ভিসা : স্পন্সর ভিসায় ইতালি যেতে যোগাযোগ করুন। EDUCATION ACCESS [435,909,575,944]
page-number: ২ [10,1,34,45]
ad-separator [6,756,144,757]
masthead-divider [874,5,878,41]
classified-ad: ড্রাইভার আবশ্যক : শিক্ষাগত যোগ্যতা অষ্টম শ্রেণি পাস। ০১৮১৪৪৮০৬২২ [147,897,288,920]
ad-separator [6,2122,144,2123]
ad-separator [291,703,431,704]
ad-line: চলে আসুন UCC-র [903,1672,991,1685]
ad-separator [6,925,144,926]
classified-ad: আবশ্যক : প্রাইভেট কোম্পানির জন্য বিমানবন্দর এলাকায় অফিস সহকারী আবশ্যক। ০১৭৮৮৩৩৫৪৮৯ [6,2168,144,2203]
ad-separator [6,2164,144,2165]
ad-line: অভিভাবক সম্মেলনে [874,1687,1019,1705]
ad-separator [435,1244,575,1245]
ad-separator [6,1898,144,1899]
classified-ad: ফ্ল্যাট ভাড়া : ২৫৫০ বর্গফুট, ৪ বেড, ৪ বাথ, ড্রইং-ডাইনিং। ০১৭৩৫৭৫৫৮৩১৯ [291,303,431,326]
classified-ad: নিয়োগ : ঢাকা-খাওয়া ফ্রি। বিশাল প্রজেক্ট দা সাহেব বর্তমানে জরুরি ভিত্তিতে লোক নেওয়া হবে। ০১৭২৪২৪৯৮৯১ [6,378,144,426]
classified-ad: ফ্ল্যাট বিক্রয় : সেমি ফার্নিশড, রাজউক অনুমোদিত, ১২৫০ বর্গফুট। ০১৭১১১৩৫৩২৫৩ [291,363,431,398]
article-headline: ছাত্রলীগের সংঘর্ষে বন্ধ রংপুর মেডিকেল [910,80,1134,130]
ad-separator [291,486,431,487]
classified-ad: নির্মাণাধীন ও রেডিফ্ল্যাট বিক্রয় : মোহাম্মদপুর, মিরপুর ১৬৪০ বর্গফুট, ৩টি বেড, ৩টি বাথ। ০১৯১২৮১৪৪৭৭৫ [291,146,431,181]
ad-line: চোখ-খুলে-দেয়া [1029,1544,1170,1575]
classified-ad: আবশ্যক : একটি সুপ্রতিষ্ঠিত প্রতিষ্ঠানে মার্কেটিং অফিসার নিয়োগ দেওয়া হবে। শিক্ষাগত যোগ্যতা স্নাতক পাস। ০১৯১৩৬৮০০০০ [6,1974,144,2021]
classified-ad: নির্মাণাধীন ও রেডিফ্ল্যাট বিক্রয় : মোহাম্মদপুর, মিরপুর ১৬৪০ বর্গফুট, ৩টি বেড, ৩টি বাথ। ০১৯১২৮১৪৪৭৭৫ [291,833,431,869]
